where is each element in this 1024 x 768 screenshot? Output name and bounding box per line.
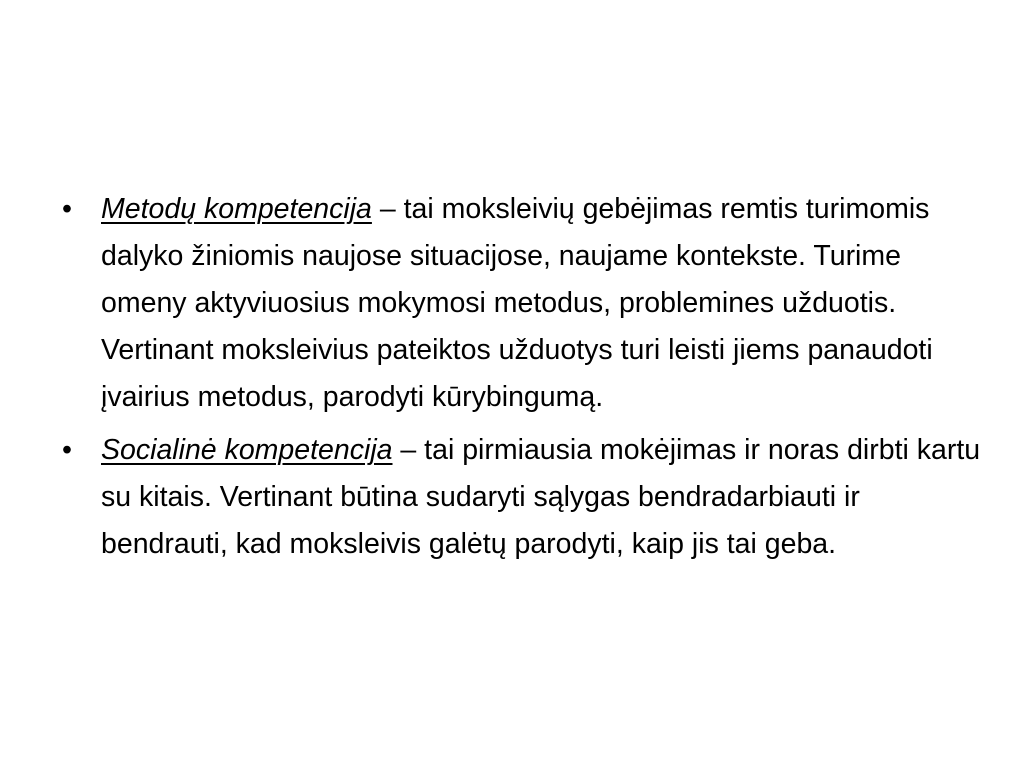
bullet-icon: •	[62, 193, 72, 225]
bullet-icon: •	[62, 434, 72, 466]
bullet-item-methods-competence	[62, 186, 982, 421]
slide-body	[62, 186, 982, 574]
bullet-text-methods-competence: – tai moksleivių gebėjimas remtis turimomis dalyko žiniomis naujose situacijose, naujame kontekste. Turime omeny aktyviuosius mokymosi metodus, problemines užduotis. Vertinant moksleivius pateiktos užduotys turi leisti jiems panaudoti įvairius metodus, parodyti kūrybingumą.	[101, 193, 933, 413]
term-social-competence: Socialinė kompetencija	[101, 434, 393, 466]
term-methods-competence: Metodų kompetencija	[101, 193, 372, 225]
bullet-item-social-competence	[62, 427, 982, 568]
bullet-text-social-competence: – tai pirmiausia mokėjimas ir noras dirbti kartu su kitais. Vertinant būtina sudaryti sąlygas bendradarbiauti ir bendrauti, kad moksleivis galėtų parodyti, kaip jis tai geba.	[101, 434, 981, 560]
